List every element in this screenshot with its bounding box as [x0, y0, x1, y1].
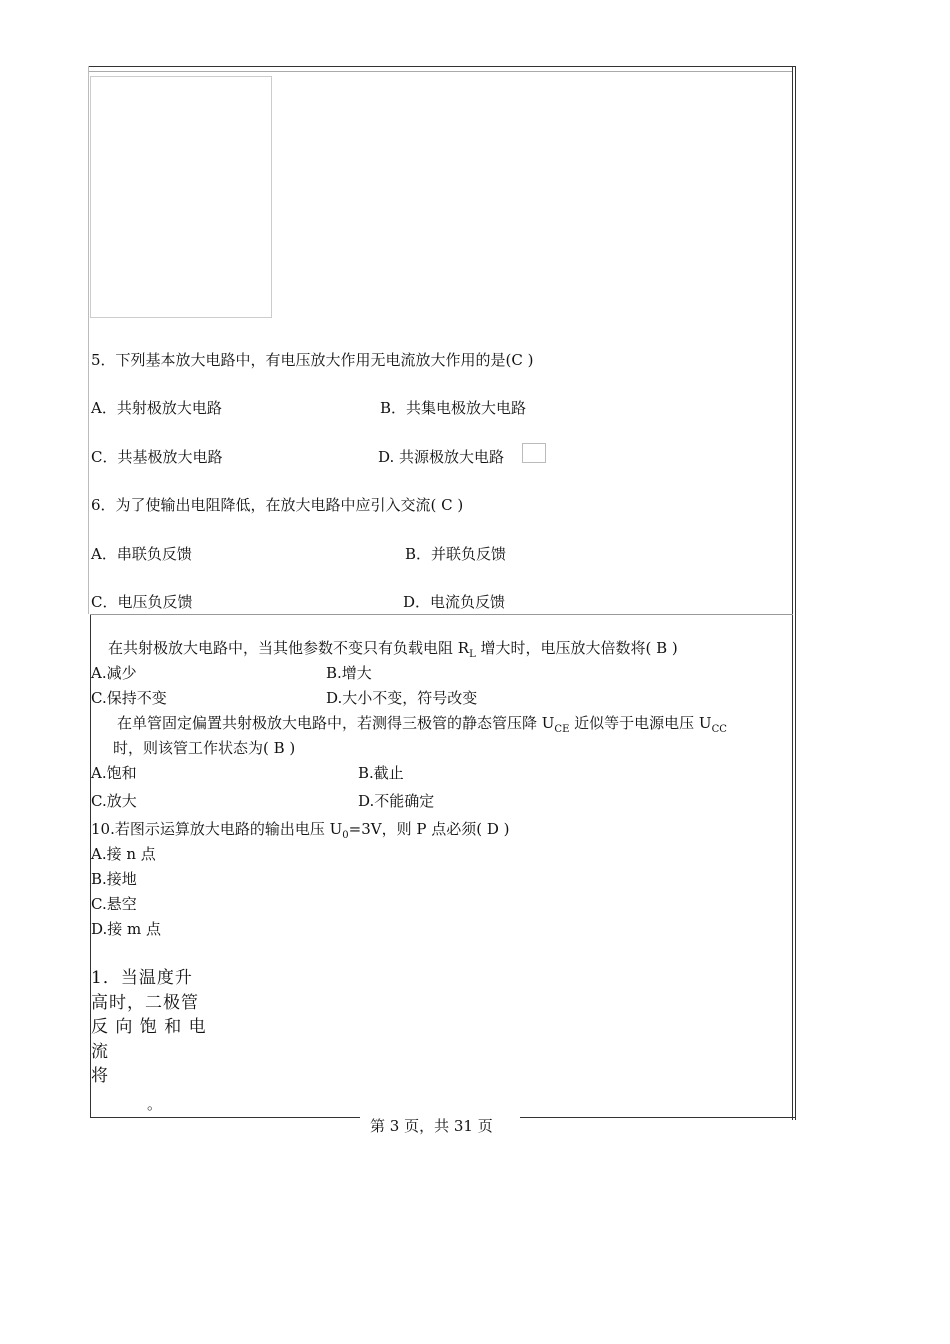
q7-stem-pre: 在共射极放大电路中，当其他参数不变只有负载电阻 R: [108, 639, 470, 657]
q6-option-d: D．电流负反馈: [403, 593, 506, 611]
q10-option-a: A.接 n 点: [91, 845, 156, 863]
frame-left-line: [88, 66, 89, 614]
q5-option-d: D. 共源极放大电路: [378, 448, 505, 466]
fill-line-5: 将: [91, 1066, 109, 1086]
q10-stem-post: =3V，则 P 点必须( D ): [348, 820, 510, 838]
q8-line1-pre: 在单管固定偏置共射极放大电路中，若测得三极管的静态管压降 U: [117, 714, 555, 732]
frame-bottom-line-left: [90, 1117, 360, 1118]
frame-bottom-line-right: [520, 1117, 795, 1118]
fill-line-2: 高时，二极管: [91, 992, 199, 1013]
q5-option-a: A．共射极放大电路: [91, 399, 222, 417]
q10-option-c: C.悬空: [91, 895, 137, 913]
q10-stem: [91, 822, 510, 841]
q7-option-b: B.增大: [326, 664, 372, 682]
fill-line-1: 1．当温度升: [91, 968, 193, 988]
small-image-box: [522, 443, 546, 463]
q6-option-a: A．串联负反馈: [91, 545, 192, 563]
q7-stem-post: 增大时，电压放大倍数将( B ): [475, 639, 678, 657]
q5-stem: 5．下列基本放大电路中，有电压放大作用无电流放大作用的是(C ): [91, 351, 534, 369]
q6-option-c: C．电压负反馈: [91, 593, 193, 611]
frame-right-outer-line: [795, 66, 796, 1120]
q10-stem-pre: 10.若图示运算放大电路的输出电压 U: [91, 820, 343, 838]
q8-stem-line2: 时，则该管工作状态为( B ): [113, 739, 296, 757]
q8-option-a: A.饱和: [91, 764, 137, 782]
page-footer: 第 3 页，共 31 页: [370, 1117, 493, 1135]
q5-option-b: B．共集电极放大电路: [380, 399, 527, 417]
q10-stem-sub: 0: [342, 830, 349, 841]
q7-stem-sub: L: [469, 649, 476, 660]
q10-option-d: D.接 m 点: [91, 920, 162, 938]
q6-option-b: B．并联负反馈: [405, 545, 507, 563]
q8-line1-sub2: CC: [711, 724, 727, 735]
q7-option-a: A.减少: [91, 664, 137, 682]
fill-question-block: [91, 966, 209, 1089]
section-divider-line: [90, 614, 793, 615]
frame-top-line: [88, 66, 796, 67]
q8-option-b: B.截止: [358, 764, 404, 782]
fill-line-3: 反 向 饱 和 电: [91, 1017, 207, 1037]
frame-right-line: [792, 66, 793, 1120]
fill-end-mark: 。: [147, 1095, 163, 1113]
fill-line-4: 流: [91, 1041, 109, 1062]
q8-option-c: C.放大: [91, 792, 137, 810]
q7-option-c: C.保持不变: [91, 689, 167, 707]
circuit-figure-placeholder: [90, 76, 272, 318]
q8-line1-mid: 近似等于电源电压 U: [569, 714, 712, 732]
frame-top-inner-line: [88, 71, 793, 72]
q8-option-d: D.不能确定: [358, 792, 435, 810]
q7-stem: [108, 641, 678, 660]
q8-line1-sub1: CE: [554, 724, 570, 735]
q6-stem: 6．为了使输出电阻降低，在放大电路中应引入交流( C ): [91, 496, 464, 514]
q5-option-c: C．共基极放大电路: [91, 448, 223, 466]
q7-option-d: D.大小不变，符号改变: [326, 689, 478, 707]
q8-stem-line1: [117, 716, 727, 735]
q10-option-b: B.接地: [91, 870, 137, 888]
